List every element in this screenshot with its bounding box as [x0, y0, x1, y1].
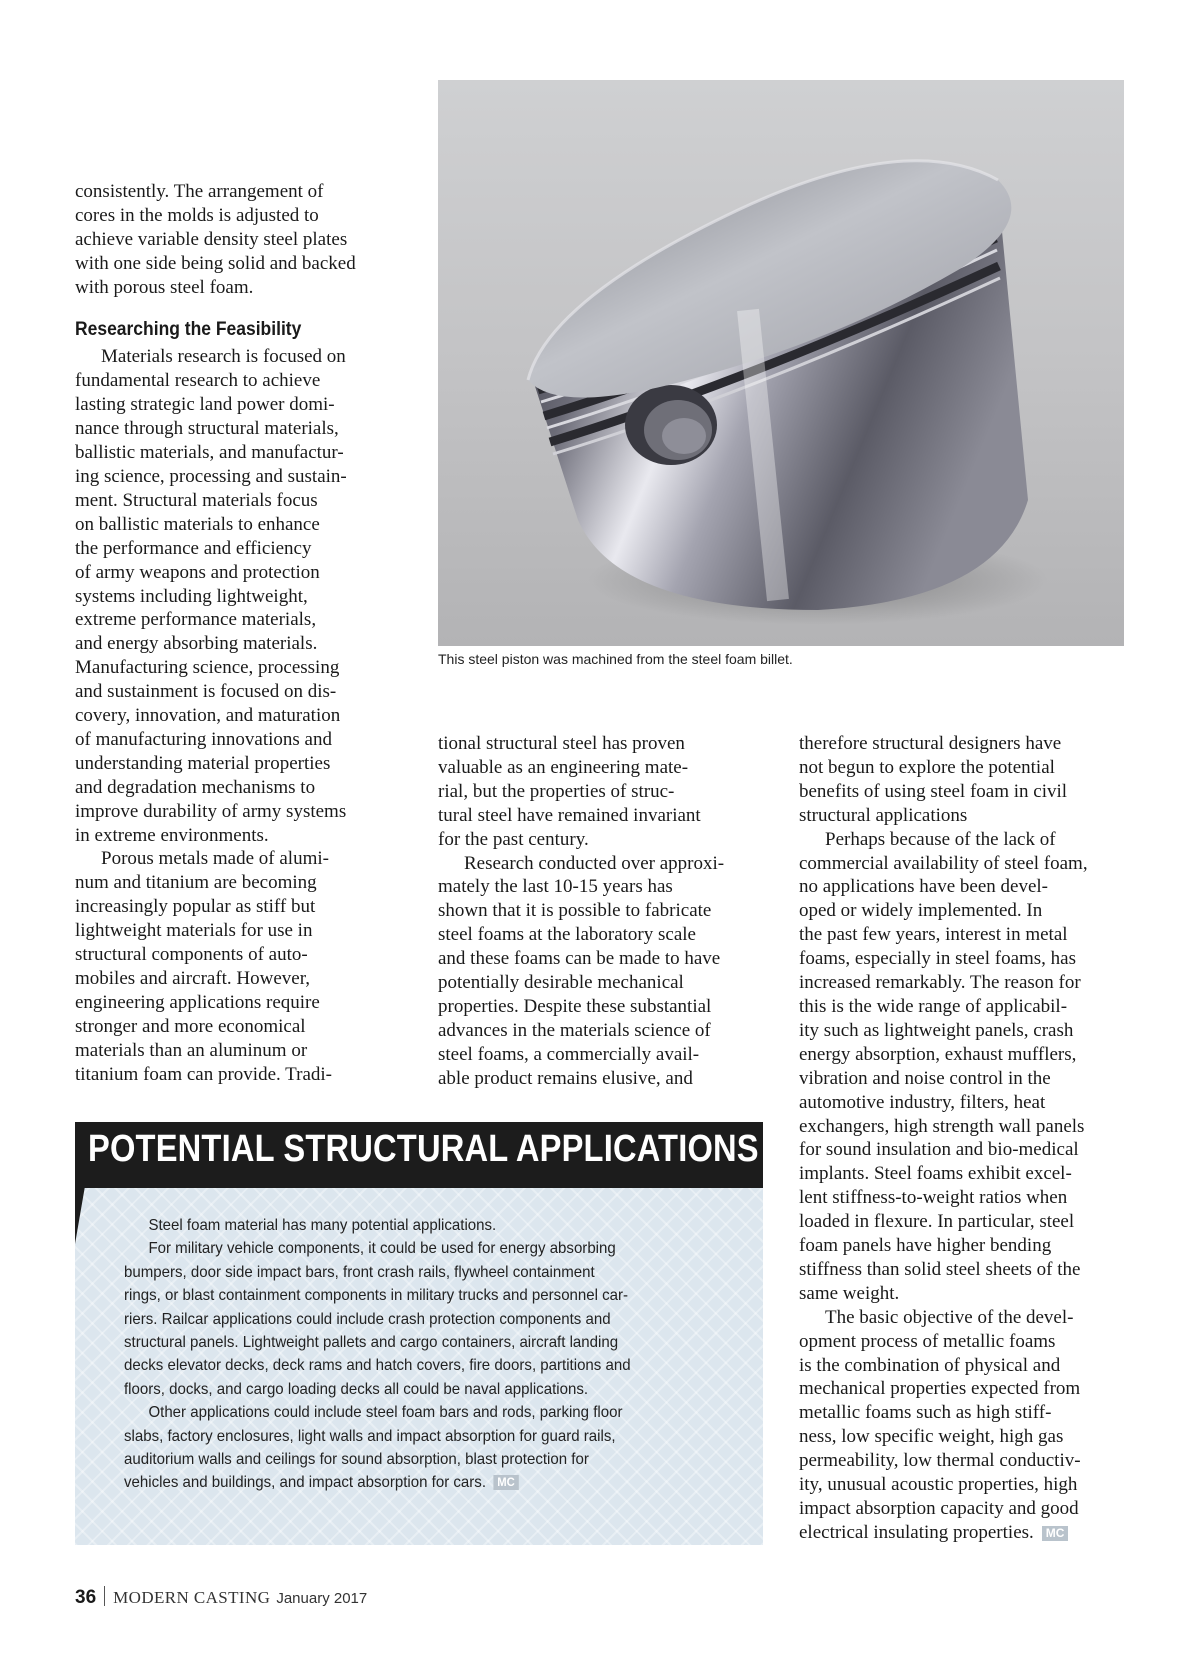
body-line: permeability, low thermal conductiv-	[799, 1450, 1081, 1472]
body-line: nance through structural materials,	[75, 418, 339, 440]
body-line: ity such as lightweight panels, crash	[799, 1019, 1074, 1041]
body-line: mechanical properties expected from	[799, 1378, 1081, 1400]
body-line: opment process of metallic foams	[799, 1330, 1056, 1352]
photo-caption: This steel piston was machined from the steel foam billet.	[438, 651, 793, 667]
body-line: ing science, processing and sustain-	[75, 465, 347, 487]
body-line: Manufacturing science, processing	[75, 657, 340, 679]
body-line: no applications have been devel-	[799, 876, 1049, 898]
body-line: cores in the molds is adjusted to	[75, 204, 319, 226]
piston-illustration	[438, 80, 1124, 646]
body-line: and degradation mechanisms to	[75, 776, 316, 798]
body-line: systems including lightweight,	[75, 585, 308, 607]
body-line: with porous steel foam.	[75, 276, 254, 298]
sidebar-line: Steel foam material has many potential applications.	[148, 1217, 497, 1234]
body-line: vibration and noise control in the	[799, 1067, 1051, 1089]
footer-divider	[104, 1586, 105, 1606]
body-line: able product remains elusive, and	[438, 1067, 693, 1089]
body-line: for the past century.	[438, 828, 589, 850]
body-line: num and titanium are becoming	[75, 872, 317, 894]
body-line: The basic objective of the devel-	[825, 1306, 1074, 1328]
sidebar-line: auditorium walls and ceilings for sound absorption, blast protection for	[124, 1451, 589, 1469]
body-line: ballistic materials, and manufactur-	[75, 442, 344, 464]
column-1	[75, 180, 395, 1087]
end-mark: MC	[1042, 1526, 1069, 1541]
body-line: structural components of auto-	[75, 944, 308, 966]
body-line: commercial availability of steel foam,	[799, 852, 1088, 874]
body-line: benefits of using steel foam in civil	[799, 780, 1068, 802]
body-line: stiffness than solid steel sheets of the	[799, 1258, 1081, 1280]
body-line: tional structural steel has proven	[438, 733, 685, 754]
sidebar-line	[124, 1471, 688, 1494]
body-line: implants. Steel foams exhibit excel-	[799, 1163, 1072, 1185]
body-line: fundamental research to achieve	[75, 370, 321, 392]
body-line: therefore structural designers have	[799, 733, 1062, 754]
body-line: increasingly popular as stiff but	[75, 896, 316, 918]
body-line: and energy absorbing materials.	[75, 633, 318, 655]
body-line: steel foams at the laboratory scale	[438, 924, 696, 946]
page-footer	[75, 1586, 367, 1609]
body-line: same weight.	[799, 1282, 900, 1304]
body-line: exchangers, high strength wall panels	[799, 1115, 1085, 1137]
body-line: and these foams can be made to have	[438, 948, 721, 970]
sidebar-body	[124, 1214, 724, 1495]
body-line: tural steel have remained invariant	[438, 804, 701, 826]
body-line: Porous metals made of alumi-	[101, 848, 329, 870]
body-line: ness, low specific weight, high gas	[799, 1426, 1064, 1448]
body-line: covery, innovation, and maturation	[75, 705, 341, 727]
sidebar-line: slabs, factory enclosures, light walls and impact absorption for guard rails,	[124, 1427, 616, 1445]
body-line: extreme performance materials,	[75, 609, 317, 631]
sidebar-line: Other applications could include steel foam bars and rods, parking floor	[148, 1404, 623, 1422]
body-line: lasting strategic land power domi-	[75, 394, 335, 416]
body-line: achieve variable density steel plates	[75, 228, 348, 250]
body-line: oped or widely implemented. In	[799, 900, 1043, 922]
sidebar-line: bumpers, door side impact bars, front crash rails, flywheel containment	[124, 1263, 595, 1281]
page-number: 36	[75, 1587, 97, 1608]
body-line: engineering applications require	[75, 991, 320, 1013]
body-line: shown that it is possible to fabricate	[438, 900, 712, 922]
body-line: mately the last 10-15 years has	[438, 876, 673, 898]
sidebar-line: structural panels. Lightweight pallets and cargo containers, aircraft landing	[124, 1334, 619, 1352]
body-line: stronger and more economical	[75, 1015, 306, 1037]
column-3	[799, 732, 1129, 1545]
sidebar-line: decks elevator decks, deck rams and hatch covers, fire doors, partitions and	[124, 1357, 631, 1375]
body-line: impact absorption capacity and good	[799, 1498, 1079, 1519]
sidebar-line: For military vehicle components, it could be used for energy absorbing	[148, 1240, 616, 1258]
piston-photo	[438, 80, 1124, 646]
body-line: ity, unusual acoustic properties, high	[799, 1474, 1078, 1496]
body-line: metallic foams such as high stiff-	[799, 1402, 1052, 1424]
body-line: steel foams, a commercially avail-	[438, 1043, 700, 1065]
magazine-name: MODERN CASTING	[113, 1588, 271, 1607]
body-line: loaded in flexure. In particular, steel	[799, 1211, 1075, 1233]
body-line: lent stiffness-to-weight ratios when	[799, 1187, 1068, 1209]
body-line: Research conducted over approxi-	[464, 852, 725, 874]
body-line: Perhaps because of the lack of	[825, 828, 1056, 850]
sidebar-banner-tab	[75, 1186, 85, 1244]
column-2	[438, 732, 758, 1091]
body-line: not begun to explore the potential	[799, 756, 1055, 778]
body-line-text: electrical insulating properties.	[799, 1521, 1034, 1543]
body-line: advances in the materials science of	[438, 1019, 711, 1041]
body-line: and sustainment is focused on dis-	[75, 681, 337, 703]
body-line: titanium foam can provide. Tradi-	[75, 1063, 332, 1085]
sidebar-line: floors, docks, and cargo loading decks all could be naval applications.	[124, 1380, 589, 1398]
sidebar-title: POTENTIAL STRUCTURAL APPLICATIONS	[88, 1128, 759, 1170]
body-line: the performance and efficiency	[75, 537, 312, 559]
body-line: foams, especially in steel foams, has	[799, 948, 1077, 970]
body-line: mobiles and aircraft. However,	[75, 968, 311, 989]
body-line: improve durability of army systems	[75, 800, 347, 822]
body-line: structural applications	[799, 804, 968, 826]
body-line: foam panels have higher bending	[799, 1235, 1052, 1257]
body-line: for sound insulation and bio-medical	[799, 1139, 1079, 1161]
body-line: automotive industry, filters, heat	[799, 1091, 1046, 1113]
body-line: rial, but the properties of struc-	[438, 780, 675, 802]
body-line	[799, 1521, 1129, 1545]
body-line: energy absorption, exhaust mufflers,	[799, 1043, 1077, 1065]
sidebar-line: rings, or blast containment components in military trucks and personnel car-	[124, 1287, 629, 1305]
sidebar-line-text: vehicles and buildings, and impact absorption for cars.	[124, 1474, 487, 1492]
body-line: ment. Structural materials focus	[75, 489, 318, 511]
body-line: the past few years, interest in metal	[799, 924, 1068, 946]
body-line: of manufacturing innovations and	[75, 728, 332, 750]
body-line: lightweight materials for use in	[75, 920, 313, 942]
body-line: this is the wide range of applicabil-	[799, 995, 1068, 1017]
body-line: materials than an aluminum or	[75, 1039, 308, 1061]
issue-date: January 2017	[276, 1590, 368, 1607]
body-line: increased remarkably. The reason for	[799, 972, 1081, 994]
sidebar-line: riers. Railcar applications could include crash protection components and	[124, 1310, 611, 1328]
body-line: on ballistic materials to enhance	[75, 513, 320, 535]
end-mark: MC	[494, 1475, 519, 1490]
body-line: valuable as an engineering mate-	[438, 756, 689, 778]
body-line: consistently. The arrangement of	[75, 181, 324, 202]
body-line: Materials research is focused on	[101, 346, 346, 368]
body-line: understanding material properties	[75, 752, 331, 774]
body-line: in extreme environments.	[75, 824, 269, 846]
body-line: properties. Despite these substantial	[438, 995, 712, 1017]
body-line: of army weapons and protection	[75, 561, 320, 583]
body-line: potentially desirable mechanical	[438, 972, 684, 994]
section-heading: Researching the Feasibility	[75, 318, 302, 340]
body-line: with one side being solid and backed	[75, 252, 356, 274]
body-line: is the combination of physical and	[799, 1354, 1061, 1376]
